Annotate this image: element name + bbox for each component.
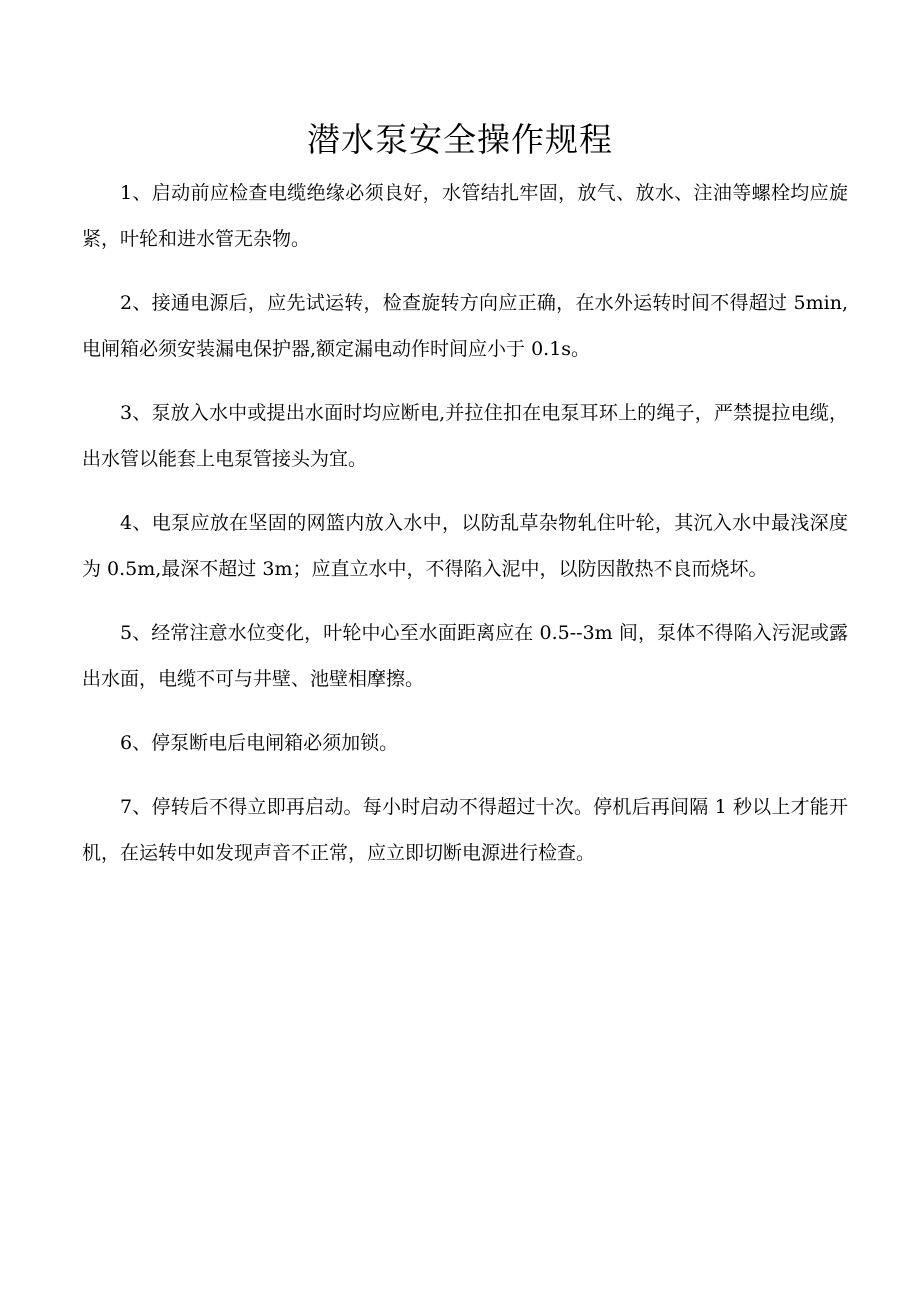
paragraph-3: 3、泵放入水中或提出水面时均应断电,并拉住扣在电泵耳环上的绳子，严禁提拉电缆，出水管以能套上电泵管接头为宜。 [82, 402, 848, 470]
paragraph-1: 1、启动前应检查电缆绝缘必须良好，水管结扎牢固，放气、放水、注油等螺栓均应旋紧，叶轮和进水管无杂物。 [82, 182, 848, 250]
paragraph-4: 4、电泵应放在坚固的网篮内放入水中，以防乱草杂物轧住叶轮，其沉入水中最浅深度为 0.5m,最深不超过 3m；应直立水中，不得陷入泥中，以防因散热不良而烧坏。 [82, 512, 848, 580]
paragraph-7: 7、停转后不得立即再启动。每小时启动不得超过十次。停机后再间隔 1 秒以上才能开机，在运转中如发现声音不正常，应立即切断电源进行检查。 [82, 796, 848, 864]
document-body [82, 170, 848, 894]
paragraph-2: 2、接通电源后，应先试运转，检查旋转方向应正确，在水外运转时间不得超过 5min,电闸箱必须安装漏电保护器,额定漏电动作时间应小于 0.1s。 [82, 292, 848, 360]
paragraph-5: 5、经常注意水位变化，叶轮中心至水面距离应在 0.5--3m 间，泵体不得陷入污泥或露出水面，电缆不可与井壁、池壁相摩擦。 [82, 622, 848, 690]
page-title: 潜水泵安全操作规程 [307, 120, 613, 159]
paragraph-6: 6、停泵断电后电闸箱必须加锁。 [120, 732, 399, 754]
